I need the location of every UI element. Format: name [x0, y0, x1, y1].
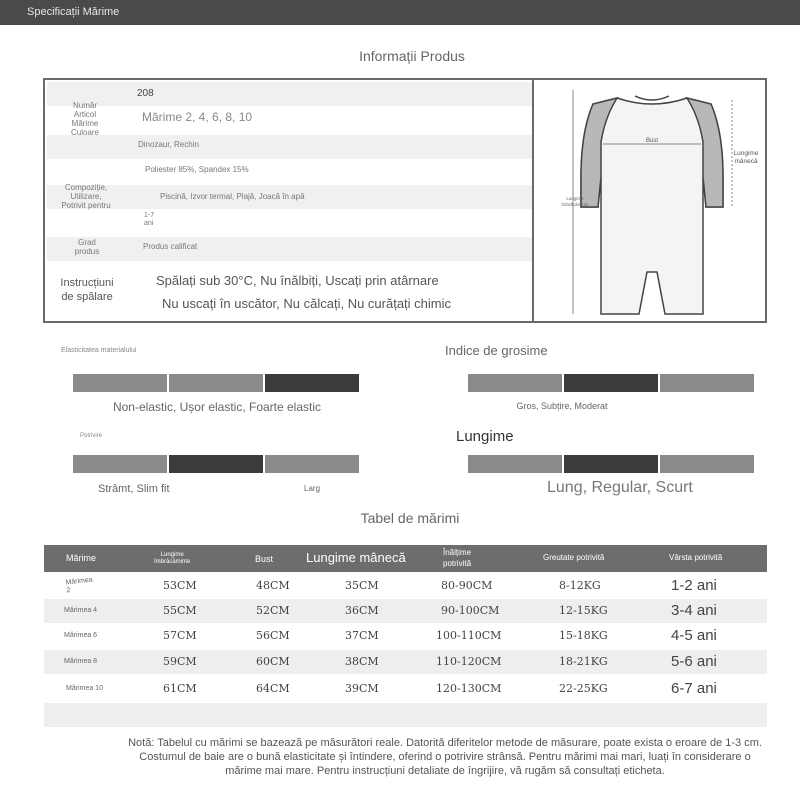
cell-bust: 48CM: [256, 579, 290, 592]
cell-suitable-weight: 18-21KG: [559, 655, 608, 668]
elasticity-bar: [73, 374, 359, 392]
cell-garment-length: 57CM: [163, 629, 197, 642]
cell-suitable-weight: 15-18KG: [559, 629, 608, 642]
cell-suitable-height: 120-130CM: [436, 682, 502, 695]
cell-suitable-height: 100-110CM: [436, 629, 502, 642]
bust-label: Bust: [645, 138, 659, 144]
fit-caption-left: Strâmt, Slim fit: [98, 483, 170, 495]
cell-suitable-age: 3-4 ani: [671, 602, 717, 619]
size-table-header: [44, 545, 767, 572]
length-segment: [468, 455, 562, 473]
cell-sleeve-length: 36CM: [345, 604, 379, 617]
cell-suitable-height: 110-120CM: [436, 655, 502, 668]
cell-suitable-age: 4-5 ani: [671, 627, 717, 644]
table-row: [44, 677, 767, 701]
fit-segment-selected: [169, 455, 263, 473]
table-row: [44, 624, 767, 648]
header-suitable-height: Înălțime potrivită: [443, 548, 472, 568]
header-bust: Bust: [255, 554, 274, 564]
length-bar: [468, 455, 754, 473]
table-row: [44, 650, 767, 674]
size-list: Mărime 2, 4, 6, 8, 10: [142, 110, 253, 124]
elasticity-segment: [73, 374, 167, 392]
info-stripe: [47, 237, 532, 261]
thickness-segment: [468, 374, 562, 392]
cell-suitable-age: 6-7 ani: [671, 680, 717, 697]
header-garment-length: Lungime îmbrăcăminte: [154, 552, 191, 565]
cell-sleeve-length: 37CM: [345, 629, 379, 642]
composition-value: Poliester 85%, Spandex 15%: [145, 165, 249, 174]
product-info-box: [43, 78, 767, 323]
grade-value: Produs calificat: [143, 242, 198, 251]
info-divider: [532, 80, 534, 321]
cell-size: Mărimea 6: [64, 632, 98, 639]
cell-sleeve-length: 39CM: [345, 682, 379, 695]
cell-bust: 56CM: [256, 629, 290, 642]
thickness-label: Indice de grosime: [445, 343, 548, 358]
age-range-value: 1-7 ani: [144, 212, 155, 227]
thickness-segment-selected: [564, 374, 658, 392]
info-stripe: [47, 135, 532, 159]
length-label: Lungime îmbrăcăminte: [561, 196, 589, 207]
elasticity-segment-selected: [265, 374, 359, 392]
thickness-segment: [660, 374, 754, 392]
wash-instructions-line-1: Spălați sub 30°C, Nu înălbiți, Uscați prin atârnare: [156, 273, 439, 288]
table-row: [44, 574, 767, 598]
wash-instructions-line-2: Nu uscați în uscător, Nu călcați, Nu curățați chimic: [162, 296, 452, 311]
header-bar: [0, 0, 800, 25]
swimsuit-illustration: [537, 82, 766, 321]
label-composition-usage: Compoziție, Utilizare, Potrivit pentru: [61, 183, 111, 210]
elasticity-label: Elasticitatea materialului: [61, 347, 137, 354]
header-suitable-age: Vârsta potrivită: [669, 553, 723, 562]
cell-bust: 52CM: [256, 604, 290, 617]
cell-size: Mărimea 10: [66, 685, 103, 692]
cell-size: Mărimea 8: [64, 658, 98, 665]
header-suitable-weight: Greutate potrivită: [543, 553, 605, 562]
cell-size: Mărimea 4: [64, 607, 98, 614]
cell-suitable-age: 1-2 ani: [671, 577, 717, 594]
cell-sleeve-length: 38CM: [345, 655, 379, 668]
elasticity-segment: [169, 374, 263, 392]
fit-caption-right: Larg: [304, 484, 321, 493]
length-segment-selected: [564, 455, 658, 473]
neckline: [635, 96, 669, 100]
info-stripe: [47, 82, 532, 106]
cell-garment-length: 53CM: [163, 579, 197, 592]
cell-sleeve-length: 35CM: [345, 579, 379, 592]
cell-size: Mărimea 2: [65, 576, 94, 595]
fit-label: Potrivire: [80, 433, 103, 439]
cell-bust: 64CM: [256, 682, 290, 695]
table-row: [44, 599, 767, 623]
elasticity-options: Non-elastic, Ușor elastic, Foarte elastic: [112, 400, 322, 414]
garment-diagram: [537, 82, 766, 321]
label-article-size-color: Număr Articol Mărime Culoare: [70, 101, 99, 137]
length-segment: [660, 455, 754, 473]
cell-suitable-height: 80-90CM: [441, 579, 493, 592]
size-table-title: Tabel de mărimi: [360, 510, 460, 526]
label-product-grade: Grad produs: [74, 238, 100, 256]
article-number: 208: [137, 88, 154, 99]
length-label: Lungime: [456, 428, 514, 445]
thickness-options: Gros, Subțire, Moderat: [516, 401, 608, 411]
cell-suitable-weight: 22-25KG: [559, 682, 608, 695]
thickness-bar: [468, 374, 754, 392]
cell-bust: 60CM: [256, 655, 290, 668]
cell-suitable-age: 5-6 ani: [671, 653, 717, 670]
cell-garment-length: 59CM: [163, 655, 197, 668]
table-row-empty: [44, 703, 767, 727]
fit-segment: [73, 455, 167, 473]
length-options: Lung, Regular, Scurt: [547, 479, 693, 496]
header-sleeve-length: Lungime mânecă: [306, 550, 406, 565]
size-note: Notă: Tabelul cu mărimi se bazează pe măsurători reale. Datorită diferitelor metode de măsurare, poate exista o eroare de 1-3 cm. Costumul de baie are o bună elasticitate și întindere, oferind o potrivire strânsă. Pentru mărimi mai mari, luați în considerare o mărime mai mare. Pentru instrucțiuni detaliate de îngrijire, vă rugăm să consultați eticheta.: [128, 737, 762, 777]
cell-garment-length: 55CM: [163, 604, 197, 617]
page-title: Specificații Mărime: [27, 6, 120, 18]
color-options: Dinozaur, Rechin: [138, 140, 199, 149]
cell-suitable-height: 90-100CM: [441, 604, 500, 617]
fit-bar: [73, 455, 359, 473]
cell-suitable-weight: 12-15KG: [559, 604, 608, 617]
cell-suitable-weight: 8-12KG: [559, 579, 601, 592]
product-info-title: Informații Produs: [359, 48, 465, 64]
fit-segment: [265, 455, 359, 473]
sleeve-label: Lungime mânecă: [733, 150, 759, 165]
label-wash-instructions: Instrucțiuni de spălare: [60, 277, 114, 303]
header-size: Mărime: [66, 553, 97, 563]
cell-garment-length: 61CM: [163, 682, 197, 695]
usage-value: Piscină, Izvor termal, Plajă, Joacă în apă: [160, 192, 305, 201]
